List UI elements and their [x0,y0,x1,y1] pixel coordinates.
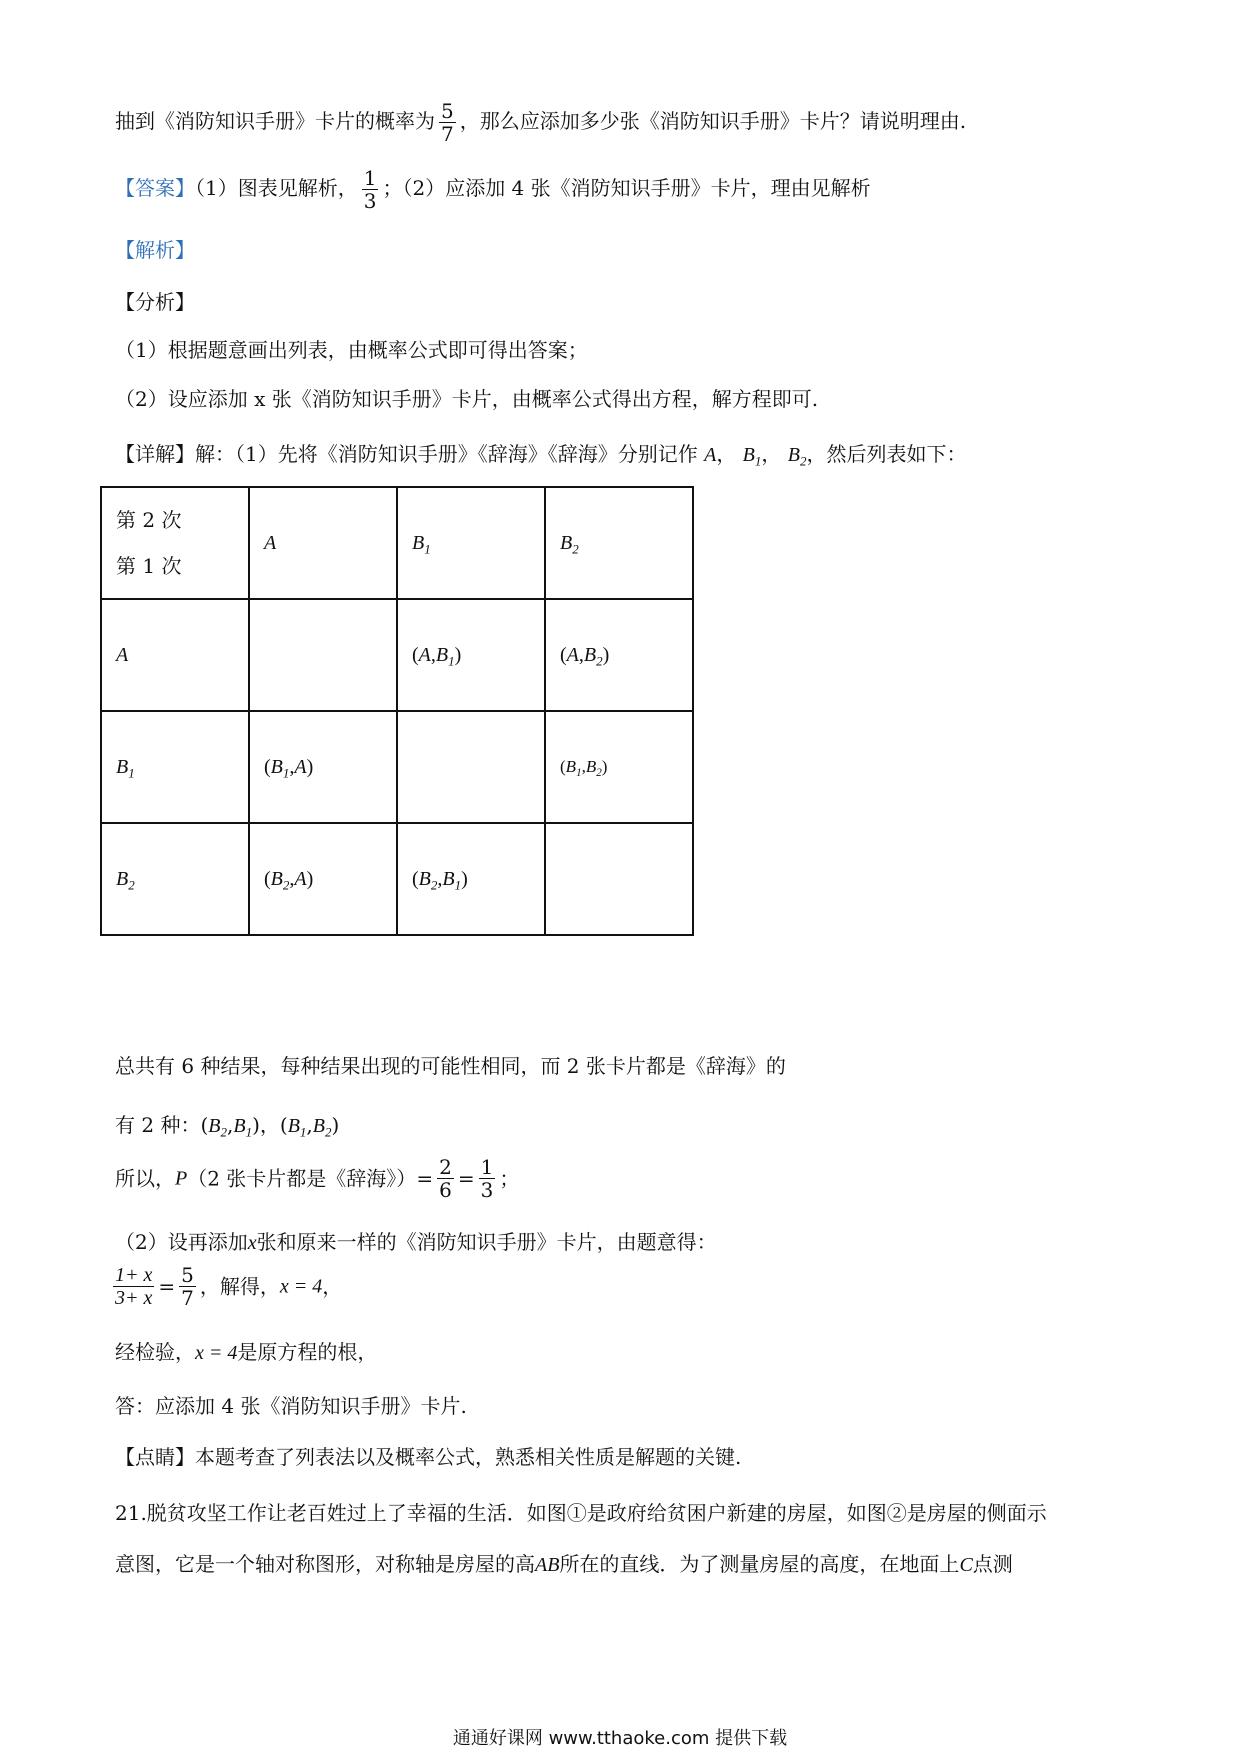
intro-line [115,100,966,145]
fraction: $\frac{1+ x}{3+ x}$ [115,1264,153,1309]
table-cell: $(B_1,A)$ [249,711,397,823]
var-a: A [704,444,717,466]
detail-tail: ，然后列表如下： [806,442,967,466]
header-second-draw: 第 2 次 [116,508,182,532]
col-header-b1: $B_1$ [397,487,545,599]
var-b1: $B_1$ [742,444,762,469]
jiexi-tag: 【解析】 [115,238,195,262]
fraction: $\frac{1}{3}$ [480,1155,494,1202]
results-line2: 有 2 种：$(B_2,B_1)$，$(B_1,B_2)$ [115,1113,340,1140]
answer-tag: 【答案】 [115,176,195,200]
results-line1: 总共有 6 种结果，每种结果出现的可能性相同，而 2 张卡片都是《辞海》的 [115,1054,786,1078]
fraction: $\frac{5}{7}$ [441,99,454,146]
table-row [101,599,693,711]
table-cell-empty [397,711,545,823]
fraction: $\frac{1}{3}$ [363,166,377,213]
table-row [101,823,693,935]
col-header-b2: $B_2$ [545,487,693,599]
part2-equation: $\frac{1+ x}{3+ x}$ = $\frac{5}{7}$ ，解得，x = 4， [115,1263,343,1310]
row-header-a: A [101,599,249,711]
detail-line: 【详解】解：（1）先将《消防知识手册》《辞海》《辞海》分别记作 A， $B_1$， $B_2$，然后列表如下： [115,442,967,469]
dianjing-tag: 【点睛】 [115,1445,195,1469]
intro-text: 抽到《消防知识手册》卡片的概率为 [115,109,435,133]
table-cell: $(B_1,B_2)$ [545,711,693,823]
table-cell-empty [249,599,397,711]
table-cell: $(A,B_2)$ [545,599,693,711]
detail-tag: 【详解】 [115,442,195,466]
table-header-cell [101,487,249,599]
fraction: $\frac{2}{6}$ [439,1155,452,1202]
col-header-a: A [249,487,397,599]
table-cell-empty [545,823,693,935]
q21-line2: 意图，它是一个轴对称图形，对称轴是房屋的高AB所在的直线．为了测量房屋的高度，在地面上C点测 [115,1552,1013,1576]
var-b2: $B_2$ [787,444,807,469]
outcome-table [100,486,694,936]
analysis-title: 【分析】 [115,290,195,314]
answer-text-tail: ；（2）应添加 4 张《消防知识手册》卡片，理由见解析 [382,176,871,200]
analysis-p2: （2）设应添加 x 张《消防知识手册》卡片，由概率公式得出方程，解方程即可. [115,387,819,411]
header-first-draw: 第 1 次 [116,554,182,578]
table-cell: $(A,B_1)$ [397,599,545,711]
answer-text: （1）图表见解析， [195,176,358,200]
part2-check: 经检验，x = 4是原方程的根， [115,1340,378,1364]
q21-line1: 21.脱贫攻坚工作让老百姓过上了幸福的生活．如图①是政府给贫困户新建的房屋，如图②是房屋的侧面示 [115,1501,1047,1525]
part2-final: 答：应添加 4 张《消防知识手册》卡片. [115,1394,467,1418]
results-line3: 所以，P（2 张卡片都是《辞海》）= $\frac{2}{6}$ = $\frac{1}{3}$ ； [115,1155,520,1202]
answer-line [115,167,871,212]
row-header-b2: $B_2$ [101,823,249,935]
fraction: $\frac{5}{7}$ [181,1263,194,1310]
part2-line1: （2）设再添加x张和原来一样的《消防知识手册》卡片，由题意得： [115,1230,717,1254]
footer-watermark: 通通好课网 www.tthaoke.com 提供下载 [452,1728,788,1749]
row-header-b1: $B_1$ [101,711,249,823]
analysis-p1: （1）根据题意画出列表，由概率公式即可得出答案； [115,338,588,362]
table-cell: $(B_2,B_1)$ [397,823,545,935]
table-row [101,711,693,823]
table-cell: $(B_2,A)$ [249,823,397,935]
detail-text: 解：（1）先将《消防知识手册》《辞海》《辞海》分别记作 [195,442,698,466]
intro-text-tail: ，那么应添加多少张《消防知识手册》卡片？请说明理由. [459,109,967,133]
dianjing-line [115,1445,741,1469]
dianjing-text: 本题考查了列表法以及概率公式，熟悉相关性质是解题的关键. [195,1445,742,1469]
table-row [101,487,693,599]
